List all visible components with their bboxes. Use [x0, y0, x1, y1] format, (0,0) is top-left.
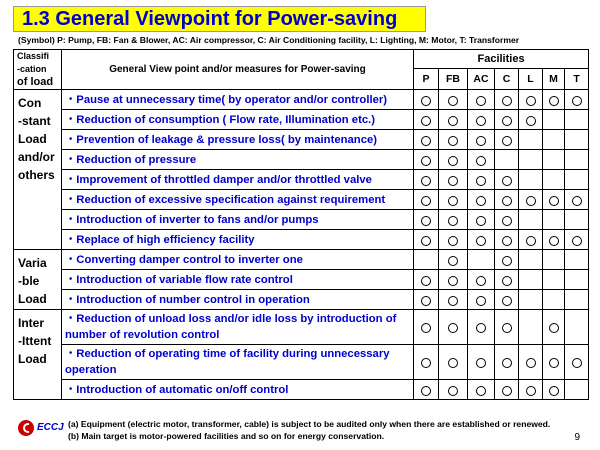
applicable-circle-icon [476, 323, 486, 333]
facility-column-ac: AC [468, 69, 495, 90]
applicable-circle-icon [476, 196, 486, 206]
applicable-circle-icon [476, 276, 486, 286]
applicable-circle-icon [421, 96, 431, 106]
load-classification [14, 250, 62, 310]
measure-text: ・Introduction of variable flow rate control [62, 270, 414, 290]
mark-cell [495, 310, 519, 345]
applicable-circle-icon [502, 358, 512, 368]
table-row [14, 150, 589, 170]
classification-line: Con [18, 96, 42, 110]
mark-cell [439, 110, 468, 130]
mark-cell [468, 170, 495, 190]
mark-cell [468, 130, 495, 150]
mark-cell [565, 190, 589, 210]
applicable-circle-icon [572, 236, 582, 246]
applicable-circle-icon [526, 236, 536, 246]
classification-header-line3: of load [17, 76, 54, 88]
mark-cell [543, 110, 565, 130]
table-row [14, 345, 589, 380]
table-row [14, 210, 589, 230]
table-row [14, 90, 589, 110]
applicable-circle-icon [502, 216, 512, 226]
applicable-circle-icon [421, 176, 431, 186]
applicable-circle-icon [448, 323, 458, 333]
table-row [14, 110, 589, 130]
symbol-legend: (Symbol) P: Pump, FB: Fan & Blower, AC: Air compressor, C: Air Conditioning facility, L: Lighting, M: Motor, T: Transformer [18, 35, 520, 45]
applicable-circle-icon [448, 256, 458, 266]
mark-cell [468, 150, 495, 170]
mark-cell [414, 150, 439, 170]
mark-cell [414, 290, 439, 310]
mark-cell [495, 150, 519, 170]
measure-text: ・Introduction of number control in operation [62, 290, 414, 310]
mark-cell [543, 210, 565, 230]
mark-cell [468, 90, 495, 110]
applicable-circle-icon [476, 176, 486, 186]
applicable-circle-icon [549, 386, 559, 396]
mark-cell [543, 250, 565, 270]
applicable-circle-icon [421, 386, 431, 396]
mark-cell [519, 380, 543, 400]
mark-cell [495, 210, 519, 230]
mark-cell [495, 190, 519, 210]
mark-cell [414, 90, 439, 110]
mark-cell [439, 250, 468, 270]
classification-line: others [18, 168, 55, 182]
applicable-circle-icon [526, 196, 536, 206]
table-row [14, 250, 589, 270]
measure-text: ・Introduction of automatic on/off control [62, 380, 414, 400]
mark-cell [543, 230, 565, 250]
mark-cell [495, 230, 519, 250]
applicable-circle-icon [421, 136, 431, 146]
classification-line: Varia [18, 256, 47, 270]
mark-cell [414, 345, 439, 380]
applicable-circle-icon [448, 156, 458, 166]
mark-cell [519, 210, 543, 230]
mark-cell [468, 310, 495, 345]
mark-cell [468, 380, 495, 400]
classification-line: Load [18, 132, 47, 146]
applicable-circle-icon [502, 96, 512, 106]
mark-cell [439, 230, 468, 250]
measure-text: ・Converting damper control to inverter one [62, 250, 414, 270]
applicable-circle-icon [502, 196, 512, 206]
mark-cell [439, 310, 468, 345]
logo-text: ECCJ [37, 422, 64, 433]
applicable-circle-icon [526, 116, 536, 126]
mark-cell [543, 190, 565, 210]
applicable-circle-icon [502, 236, 512, 246]
facility-column-t: T [565, 69, 589, 90]
mark-cell [519, 270, 543, 290]
mark-cell [543, 90, 565, 110]
mark-cell [468, 210, 495, 230]
table-row [14, 310, 589, 345]
mark-cell [565, 250, 589, 270]
applicable-circle-icon [502, 323, 512, 333]
measure-text: ・Reduction of operating time of facility during unnecessary operation [62, 345, 414, 380]
mark-cell [565, 150, 589, 170]
mark-cell [414, 110, 439, 130]
applicable-circle-icon [572, 96, 582, 106]
page-title: 1.3 General Viewpoint for Power-saving [22, 8, 398, 30]
mark-cell [439, 270, 468, 290]
mark-cell [543, 290, 565, 310]
applicable-circle-icon [476, 358, 486, 368]
facility-column-fb: FB [439, 69, 468, 90]
mark-cell [439, 90, 468, 110]
footnote-b: (b) Main target is motor-powered facilities and so on for energy conservation. [68, 431, 385, 441]
mark-cell [414, 130, 439, 150]
mark-cell [543, 270, 565, 290]
mark-cell [439, 130, 468, 150]
applicable-circle-icon [549, 196, 559, 206]
applicable-circle-icon [421, 156, 431, 166]
classification-line: Inter [18, 316, 45, 330]
mark-cell [439, 380, 468, 400]
mark-cell [543, 380, 565, 400]
table-row [14, 230, 589, 250]
mark-cell [439, 150, 468, 170]
facilities-header: Facilities [414, 50, 589, 69]
applicable-circle-icon [448, 216, 458, 226]
mark-cell [519, 170, 543, 190]
title-banner [13, 6, 426, 32]
classification-header-line1: Classifi [17, 51, 50, 61]
measure-text: ・Reduction of unload loss and/or idle loss by introduction of number of revolution control [62, 310, 414, 345]
measure-text: ・Prevention of leakage & pressure loss( by maintenance) [62, 130, 414, 150]
applicable-circle-icon [476, 386, 486, 396]
mark-cell [414, 170, 439, 190]
applicable-circle-icon [448, 296, 458, 306]
applicable-circle-icon [448, 96, 458, 106]
mark-cell [468, 110, 495, 130]
mark-cell [414, 380, 439, 400]
mark-cell [519, 345, 543, 380]
applicable-circle-icon [476, 236, 486, 246]
mark-cell [468, 345, 495, 380]
mark-cell [414, 270, 439, 290]
page-number: 9 [574, 432, 580, 443]
applicable-circle-icon [572, 196, 582, 206]
applicable-circle-icon [572, 358, 582, 368]
mark-cell [439, 290, 468, 310]
mark-cell [565, 130, 589, 150]
applicable-circle-icon [526, 386, 536, 396]
measure-text: ・Introduction of inverter to fans and/or pumps [62, 210, 414, 230]
applicable-circle-icon [502, 276, 512, 286]
table-row [14, 170, 589, 190]
classification-line: -stant [18, 114, 51, 128]
applicable-circle-icon [421, 358, 431, 368]
mark-cell [565, 170, 589, 190]
classification-line: Load [18, 352, 47, 366]
applicable-circle-icon [549, 323, 559, 333]
applicable-circle-icon [448, 358, 458, 368]
applicable-circle-icon [502, 136, 512, 146]
mark-cell [543, 130, 565, 150]
mark-cell [414, 310, 439, 345]
mark-cell [565, 90, 589, 110]
table-row [14, 290, 589, 310]
mark-cell [439, 345, 468, 380]
applicable-circle-icon [421, 196, 431, 206]
measure-text: ・Reduction of pressure [62, 150, 414, 170]
table-row [14, 380, 589, 400]
measure-text: ・Reduction of consumption ( Flow rate, Illumination etc.) [62, 110, 414, 130]
applicable-circle-icon [549, 358, 559, 368]
mark-cell [468, 290, 495, 310]
applicable-circle-icon [421, 116, 431, 126]
applicable-circle-icon [448, 176, 458, 186]
mark-cell [565, 230, 589, 250]
mark-cell [519, 90, 543, 110]
mark-cell [543, 345, 565, 380]
applicable-circle-icon [476, 116, 486, 126]
applicable-circle-icon [502, 386, 512, 396]
applicable-circle-icon [421, 323, 431, 333]
applicable-circle-icon [476, 96, 486, 106]
eccj-logo-icon [18, 420, 34, 436]
mark-cell [414, 230, 439, 250]
measure-text: ・Pause at unnecessary time( by operator and/or controller) [62, 90, 414, 110]
applicable-circle-icon [526, 358, 536, 368]
measure-text: ・Reduction of excessive specification against requirement [62, 190, 414, 210]
mark-cell [519, 290, 543, 310]
applicable-circle-icon [421, 236, 431, 246]
mark-cell [439, 210, 468, 230]
applicable-circle-icon [502, 296, 512, 306]
table-row [14, 270, 589, 290]
classification-line: Load [18, 292, 47, 306]
applicable-circle-icon [448, 276, 458, 286]
applicable-circle-icon [476, 136, 486, 146]
applicable-circle-icon [421, 296, 431, 306]
applicable-circle-icon [476, 156, 486, 166]
load-classification [14, 90, 62, 250]
mark-cell [495, 270, 519, 290]
mark-cell [468, 270, 495, 290]
applicable-circle-icon [448, 116, 458, 126]
applicable-circle-icon [421, 276, 431, 286]
mark-cell [495, 90, 519, 110]
applicable-circle-icon [448, 196, 458, 206]
mark-cell [565, 345, 589, 380]
classification-line: -ble [18, 274, 40, 288]
facility-column-p: P [414, 69, 439, 90]
applicable-circle-icon [526, 96, 536, 106]
applicable-circle-icon [476, 296, 486, 306]
classification-header-line2: -cation [17, 64, 47, 74]
applicable-circle-icon [549, 96, 559, 106]
mark-cell [495, 110, 519, 130]
footnote-a: (a) Equipment (electric motor, transformer, cable) is subject to be audited only when there are established or renewed. [68, 419, 551, 429]
mark-cell [519, 130, 543, 150]
facility-column-l: L [519, 69, 543, 90]
applicable-circle-icon [476, 216, 486, 226]
mark-cell [519, 250, 543, 270]
mark-cell [468, 230, 495, 250]
mark-cell [495, 250, 519, 270]
mark-cell [439, 190, 468, 210]
applicable-circle-icon [502, 116, 512, 126]
mark-cell [519, 190, 543, 210]
classification-line: and/or [18, 150, 55, 164]
mark-cell [495, 290, 519, 310]
mark-cell [519, 230, 543, 250]
facility-column-m: M [543, 69, 565, 90]
mark-cell [565, 270, 589, 290]
mark-cell [565, 210, 589, 230]
power-saving-table [13, 49, 589, 400]
mark-cell [495, 130, 519, 150]
mark-cell [519, 310, 543, 345]
classification-line: -Ittent [18, 334, 52, 348]
mark-cell [414, 210, 439, 230]
mark-cell [543, 150, 565, 170]
mark-cell [519, 150, 543, 170]
applicable-circle-icon [421, 216, 431, 226]
mark-cell [543, 170, 565, 190]
classification-header [14, 50, 62, 90]
mark-cell [543, 310, 565, 345]
load-classification [14, 310, 62, 400]
mark-cell [495, 380, 519, 400]
mark-cell [468, 190, 495, 210]
mark-cell [565, 290, 589, 310]
applicable-circle-icon [448, 386, 458, 396]
applicable-circle-icon [502, 256, 512, 266]
table-row [14, 130, 589, 150]
mark-cell [495, 345, 519, 380]
applicable-circle-icon [448, 136, 458, 146]
measure-text: ・Replace of high efficiency facility [62, 230, 414, 250]
viewpoint-header: General View point and/or measures for Power-saving [62, 50, 414, 90]
mark-cell [565, 310, 589, 345]
mark-cell [495, 170, 519, 190]
facility-column-c: C [495, 69, 519, 90]
mark-cell [439, 170, 468, 190]
applicable-circle-icon [448, 236, 458, 246]
measure-text: ・Improvement of throttled damper and/or throttled valve [62, 170, 414, 190]
applicable-circle-icon [502, 176, 512, 186]
table-row [14, 190, 589, 210]
mark-cell [414, 190, 439, 210]
applicable-circle-icon [549, 236, 559, 246]
mark-cell [565, 110, 589, 130]
mark-cell [468, 250, 495, 270]
mark-cell [519, 110, 543, 130]
mark-cell [565, 380, 589, 400]
mark-cell [414, 250, 439, 270]
